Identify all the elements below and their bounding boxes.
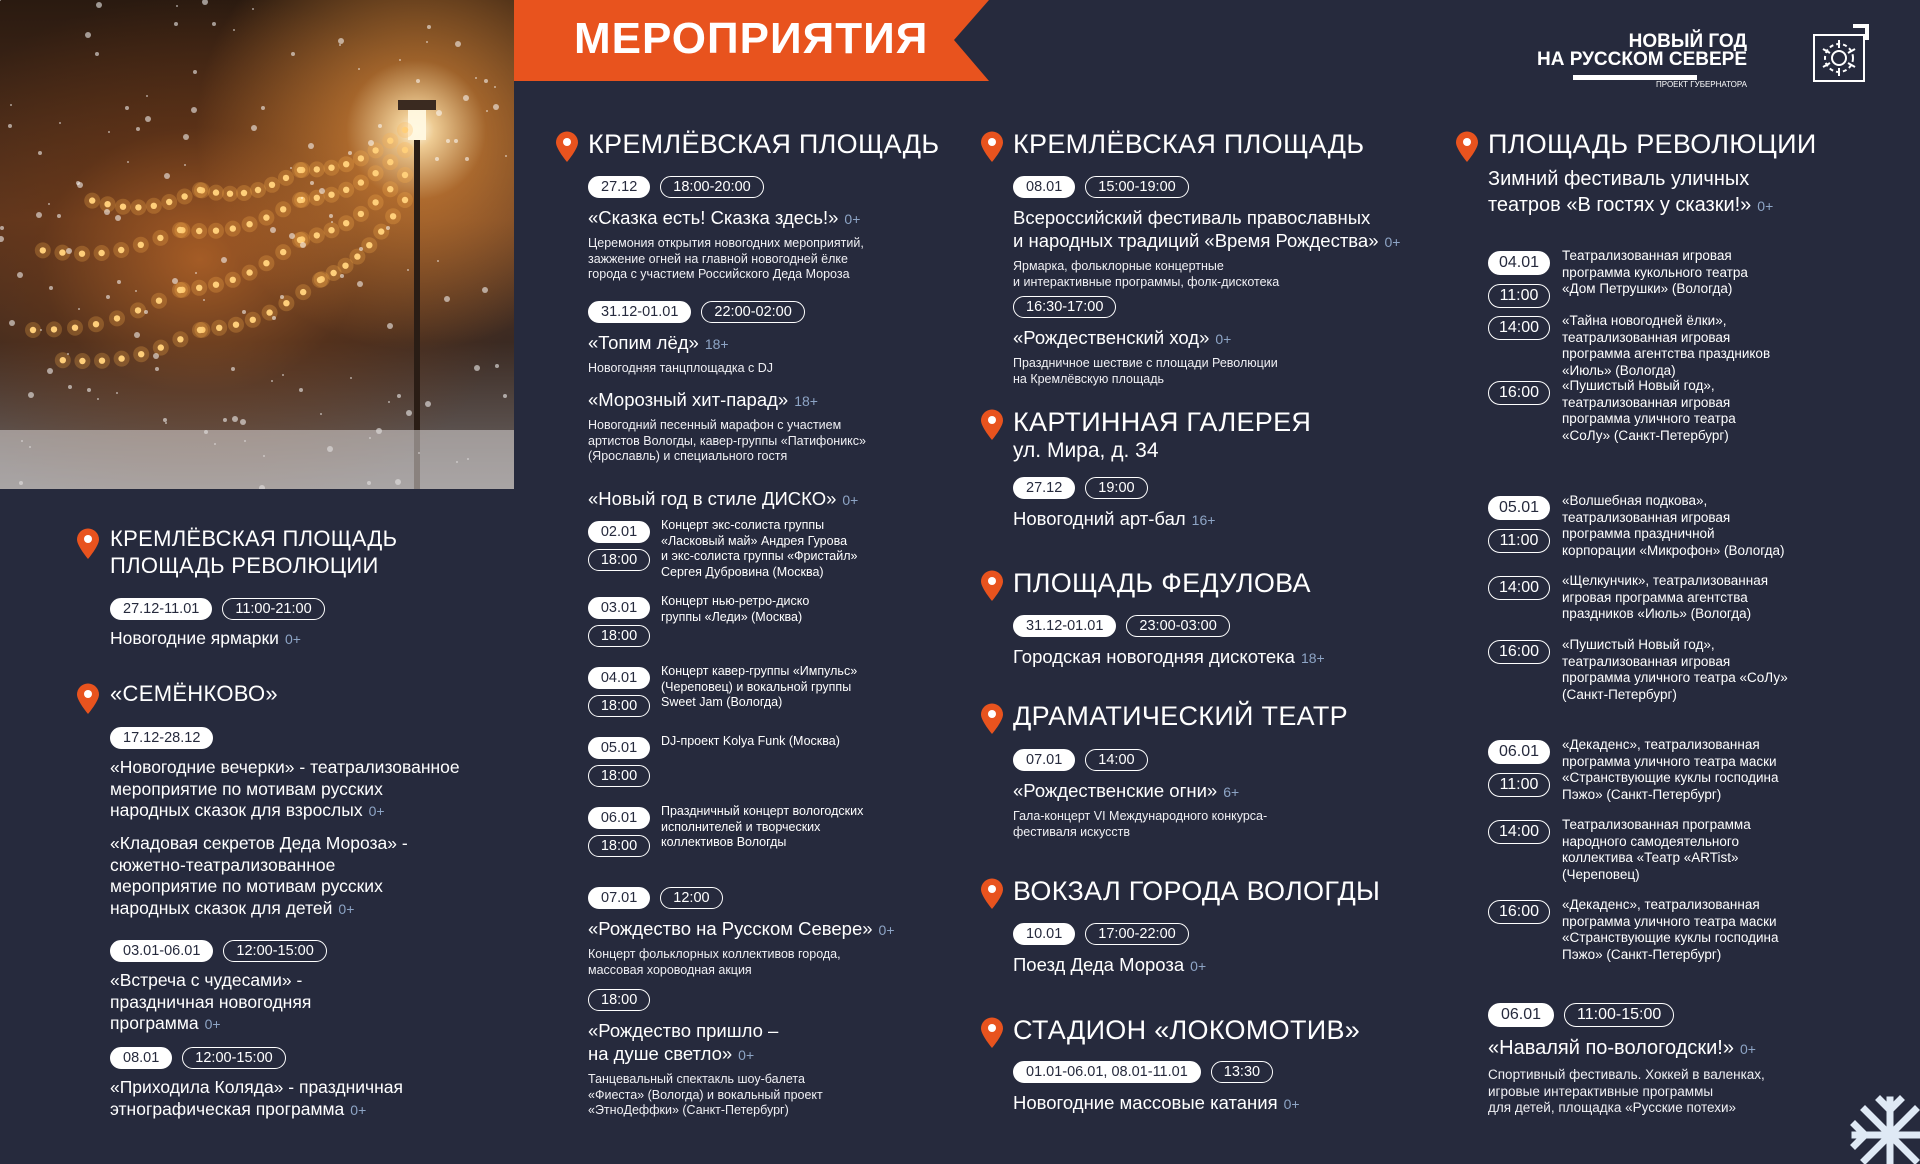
event-title [1013, 1091, 1433, 1116]
event-item [588, 487, 1008, 512]
venue-name: ДРАМАТИЧЕСКИЙ ТЕАТР [1013, 701, 1348, 731]
schedule-description: «Пушистый Новый год», театрализованная игровая программа уличного театра «СоЛу» (Санкт-Петербург) [1562, 378, 1736, 443]
event-datetime [1013, 296, 1433, 318]
event-datetime [588, 301, 1008, 323]
age-rating: 0+ [842, 492, 859, 508]
event-item [588, 887, 1008, 978]
event-datetime [1013, 615, 1433, 637]
date-badge: 08.01 [110, 1047, 172, 1069]
venue-heading [76, 525, 397, 579]
venue-name: «СЕМЁНКОВО» [110, 681, 278, 706]
age-rating: 0+ [1384, 234, 1401, 250]
event-title [1013, 645, 1433, 670]
venue-name: ВОКЗАЛ ГОРОДА ВОЛОГДЫ [1013, 876, 1381, 906]
map-pin-icon [980, 878, 1004, 915]
age-rating: 0+ [844, 211, 861, 227]
date-badge: 02.01 [588, 521, 650, 543]
event-name: «Рождество пришло – на душе светло» [588, 1020, 779, 1064]
logo-arrow-icon [1851, 20, 1873, 42]
date-badge: 07.01 [588, 887, 650, 909]
event-title [1488, 1035, 1908, 1062]
schedule-description: «Пушистый Новый год», театрализованная игровая программа уличного театра «СоЛу» (Санкт-Петербург) [1562, 637, 1788, 702]
date-badge: 05.01 [588, 737, 650, 759]
age-rating: 0+ [1757, 198, 1774, 214]
date-badge: 27.12-11.01 [110, 598, 212, 620]
event-item [110, 833, 530, 920]
event-name: «Кладовая секретов Деда Мороза» - сюжетно-театрализованное мероприятие по мотивам русских народных сказок для детей [110, 833, 408, 918]
event-item [110, 727, 530, 823]
time-badge: 18:00 [588, 765, 650, 787]
date-badge: 05.01 [1488, 496, 1550, 520]
schedule-description: «Декаденс», театрализованная программа уличного театра маски «Странствующие куклы господина Пэжо» (Санкт-Петербург) [1562, 897, 1779, 962]
time-badge: 16:00 [1488, 640, 1550, 664]
date-badge: 27.12 [588, 176, 650, 198]
event-name: Зимний фестиваль уличных театров «В гостях у сказки!» [1488, 168, 1752, 216]
time-badge: 11:00 [1488, 284, 1550, 308]
event-item [1013, 477, 1433, 532]
venue-heading [980, 128, 1364, 160]
date-badge: 04.01 [588, 667, 650, 689]
schedule-description: Театрализованная программа народного самодеятельного коллектива «Театр «ARTist» (Череповец) [1562, 817, 1751, 882]
map-pin-icon [980, 1017, 1004, 1054]
schedule-description: Праздничный концерт вологодских исполнителей и творческих коллективов Вологды [661, 804, 864, 849]
venue-heading [980, 875, 1380, 907]
event-title [1013, 206, 1433, 254]
date-badge: 06.01 [588, 807, 650, 829]
event-title [588, 206, 1008, 231]
schedule-description: DJ-проект Kolya Funk (Москва) [661, 734, 840, 748]
time-badge: 17:00-22:00 [1085, 923, 1188, 945]
date-badge: 03.01-06.01 [110, 940, 213, 962]
event-item [1013, 749, 1433, 840]
event-name: «Морозный хит-парад» [588, 389, 789, 410]
time-badge: 12:00-15:00 [182, 1047, 285, 1069]
age-rating: 0+ [350, 1101, 367, 1118]
map-pin-icon [76, 528, 100, 565]
venue-name: ПЛОЩАДЬ РЕВОЛЮЦИИ [1488, 129, 1817, 159]
time-badge: 14:00 [1085, 749, 1147, 771]
event-item [1013, 1061, 1433, 1116]
event-datetime [1488, 1003, 1908, 1027]
age-rating: 0+ [284, 631, 301, 647]
age-rating: 0+ [1215, 331, 1232, 347]
event-title [588, 1019, 1008, 1067]
time-badge: 15:00-19:00 [1085, 176, 1188, 198]
age-rating: 0+ [1283, 1096, 1300, 1112]
event-title [110, 757, 530, 823]
event-datetime [1013, 477, 1433, 499]
event-title [1013, 953, 1433, 978]
date-badge: 27.12 [1013, 477, 1075, 499]
age-rating: 16+ [1191, 512, 1216, 528]
schedule-description: «Декаденс», театрализованная программа уличного театра маски «Странствующие куклы господина Пэжо» (Санкт-Петербург) [1562, 737, 1779, 802]
event-item [588, 301, 1008, 377]
event-name: «Встреча с чудесами» - праздничная новогодняя программа [110, 970, 312, 1033]
event-item [588, 176, 1008, 283]
event-datetime [110, 598, 530, 620]
schedule-description: Концерт кавер-группы «Импульс» (Череповец) и вокальной группы Sweet Jam (Вологда) [661, 664, 858, 709]
event-item [1488, 166, 1908, 219]
event-description: Ярмарка, фольклорные концертные и интерактивные программы, фолк-дискотека [1013, 259, 1280, 289]
schedule-description: «Щелкунчик», театрализованная игровая программа агентства праздников «Июль» (Вологда) [1562, 573, 1769, 621]
event-item [1013, 923, 1433, 978]
venue-heading [980, 1014, 1360, 1046]
event-datetime [588, 176, 1008, 198]
time-badge: 11:00 [1488, 773, 1550, 797]
schedule-description: Концерт нью-ретро-диско группы «Леди» (Москва) [661, 594, 810, 624]
event-item [110, 598, 530, 651]
time-badge: 23:00-03:00 [1126, 615, 1229, 637]
age-rating: 6+ [1223, 784, 1240, 800]
event-description: Спортивный фестиваль. Хоккей в валенках, игровые интерактивные программы для детей, площадка «Русские потехи» [1488, 1067, 1765, 1115]
venue-name: КРЕМЛЁВСКАЯ ПЛОЩАДЬ [1013, 129, 1365, 159]
event-description: Праздничное шествие с площади Революции на Кремлёвскую площадь [1013, 356, 1278, 386]
event-item [110, 940, 530, 1036]
schedule-description: Театрализованная игровая программа кукольного театра «Дом Петрушки» (Вологда) [1562, 248, 1748, 296]
event-item [1013, 296, 1433, 387]
event-name: «Приходила Коляда» - праздничная этнографическая программа [110, 1077, 403, 1119]
event-name: «Новогодние вечерки» - театрализованное мероприятие по мотивам русских народных сказок для взрослых [110, 757, 460, 820]
event-title [1013, 507, 1433, 532]
time-badge: 18:00 [588, 549, 650, 571]
event-name: «Наваляй по-вологодски!» [1488, 1037, 1734, 1059]
age-rating: 18+ [1300, 650, 1325, 666]
event-name: Новогодние ярмарки [110, 628, 279, 648]
date-badge: 07.01 [1013, 749, 1075, 771]
map-pin-icon [1455, 131, 1479, 168]
time-badge: 16:30-17:00 [1013, 296, 1116, 318]
venue-address: ул. Мира, д. 34 [1013, 439, 1159, 462]
date-badge: 06.01 [1488, 740, 1550, 764]
venue-heading [76, 680, 278, 707]
map-pin-icon [76, 683, 100, 720]
time-badge: 16:00 [1488, 381, 1550, 405]
age-rating: 0+ [1190, 958, 1207, 974]
event-datetime [1013, 923, 1433, 945]
event-name: «Рождественские огни» [1013, 780, 1218, 801]
age-rating: 0+ [738, 1047, 755, 1063]
time-badge: 18:00 [588, 835, 650, 857]
venue-heading [980, 406, 1311, 464]
project-logo [1536, 20, 1873, 90]
time-badge: 11:00-15:00 [1564, 1003, 1674, 1027]
venue-name: КАРТИННАЯ ГАЛЕРЕЯ [1013, 407, 1312, 437]
event-name: «Новый год в стиле ДИСКО» [588, 488, 837, 509]
venue-name: СТАДИОН «ЛОКОМОТИВ» [1013, 1015, 1361, 1045]
time-badge: 22:00-02:00 [701, 301, 804, 323]
event-title [110, 1077, 530, 1121]
event-title [1013, 326, 1433, 351]
schedule-description: «Тайна новогодней ёлки», театрализованная игровая программа агентства праздников «Июль» (Вологда) [1562, 313, 1771, 378]
venue-heading [555, 128, 939, 160]
date-badge: 04.01 [1488, 251, 1550, 275]
event-name: Новогодние массовые катания [1013, 1092, 1278, 1113]
age-rating: 18+ [794, 393, 818, 409]
venue-heading [980, 700, 1348, 732]
event-name: Всероссийский фестиваль православных и народных традиций «Время Рождества» [1013, 207, 1379, 251]
venue-name: КРЕМЛЁВСКАЯ ПЛОЩАДЬ [588, 129, 940, 159]
event-title [110, 628, 530, 651]
time-badge: 12:00-15:00 [223, 940, 326, 962]
event-datetime [588, 989, 1008, 1011]
event-description: Новогодний песенный марафон с участием артистов Вологды, кавер-группы «Патифоникс» (Ярославль) и специального гостя [588, 418, 866, 463]
event-name: Поезд Деда Мороза [1013, 954, 1185, 975]
date-badge: 31.12-01.01 [1013, 615, 1116, 637]
time-badge: 13:30 [1211, 1061, 1273, 1083]
time-badge: 12:00 [660, 887, 722, 909]
event-name: «Сказка есть! Сказка здесь!» [588, 207, 839, 228]
map-pin-icon [980, 703, 1004, 740]
venue-heading [980, 567, 1311, 599]
page-title: МЕРОПРИЯТИЯ [574, 14, 929, 63]
event-title [1488, 166, 1908, 219]
event-title [588, 331, 1008, 356]
time-badge: 19:00 [1085, 477, 1147, 499]
date-badge: 01.01-06.01, 08.01-11.01 [1013, 1061, 1201, 1083]
logo-tagline: ПРОЕКТ ГУБЕРНАТОРА [1656, 80, 1747, 89]
map-pin-icon [980, 570, 1004, 607]
schedule-description: Концерт экс-солиста группы «Ласковый май» Андрея Гурова и экс-солиста группы «Фристайл» Сергея Дубровина (Москва) [661, 518, 858, 579]
logo-line-2: НА РУССКОМ СЕВЕРЕ [1536, 49, 1747, 70]
time-badge: 18:00 [588, 989, 650, 1011]
event-name: «Рождество на Русском Севере» [588, 918, 873, 939]
time-badge: 14:00 [1488, 820, 1550, 844]
event-item [588, 388, 1008, 465]
map-pin-icon [980, 131, 1004, 168]
logo-line-1: НОВЫЙ ГОД [1628, 31, 1747, 52]
time-badge: 11:00-21:00 [222, 598, 324, 620]
time-badge: 18:00-20:00 [660, 176, 763, 198]
date-badge: 31.12-01.01 [588, 301, 691, 323]
winter-street-photo [0, 0, 514, 489]
date-badge: 17.12-28.12 [110, 727, 213, 749]
time-badge: 14:00 [1488, 576, 1550, 600]
event-name: Новогодний арт-бал [1013, 508, 1186, 529]
time-badge: 18:00 [588, 695, 650, 717]
age-rating: 0+ [204, 1016, 221, 1032]
title-banner [514, 0, 989, 81]
event-title [110, 833, 530, 920]
age-rating: 0+ [338, 900, 355, 917]
event-item [1013, 176, 1433, 290]
event-title [588, 917, 1008, 942]
event-title [588, 388, 1008, 413]
time-badge: 14:00 [1488, 316, 1550, 340]
event-item [110, 1047, 530, 1121]
event-title [1013, 779, 1433, 804]
event-datetime [1013, 176, 1433, 198]
event-datetime [1013, 749, 1433, 771]
event-description: Танцевальный спектакль шоу-балета «Фиеста» (Вологда) и вокальный проект «ЭтноДеффки» (Санкт-Петербург) [588, 1072, 823, 1117]
event-description: Новогодняя танцплощадка с DJ [588, 361, 774, 375]
event-title [588, 487, 1008, 512]
date-badge: 10.01 [1013, 923, 1075, 945]
event-name: Городская новогодняя дискотека [1013, 646, 1295, 667]
venue-heading [1455, 128, 1817, 160]
time-badge: 18:00 [588, 625, 650, 647]
age-rating: 0+ [1739, 1041, 1756, 1057]
age-rating: 0+ [878, 922, 895, 938]
snowflake-icon [1830, 1080, 1920, 1164]
map-pin-icon [555, 131, 579, 168]
event-item [1013, 615, 1433, 670]
venue-name: КРЕМЛЁВСКАЯ ПЛОЩАДЬ ПЛОЩАДЬ РЕВОЛЮЦИИ [110, 526, 398, 578]
event-datetime [110, 1047, 530, 1069]
time-badge: 11:00 [1488, 529, 1550, 553]
event-description: Гала-концерт VI Международного конкурса- фестиваля искусств [1013, 809, 1268, 839]
event-title [110, 970, 530, 1036]
event-datetime [588, 887, 1008, 909]
event-description: Концерт фольклорных коллективов города, массовая хороводная акция [588, 947, 841, 977]
event-item [588, 989, 1008, 1119]
event-name: «Рождественский ход» [1013, 327, 1210, 348]
age-rating: 0+ [368, 803, 385, 819]
event-datetime [110, 727, 530, 749]
map-pin-icon [980, 409, 1004, 446]
event-datetime [1013, 1061, 1433, 1083]
venue-name: ПЛОЩАДЬ ФЕДУЛОВА [1013, 568, 1311, 598]
date-badge: 03.01 [588, 597, 650, 619]
time-badge: 16:00 [1488, 900, 1550, 924]
event-datetime [110, 940, 530, 962]
event-name: «Топим лёд» [588, 332, 699, 353]
date-badge: 06.01 [1488, 1003, 1554, 1027]
age-rating: 18+ [704, 336, 729, 352]
date-badge: 08.01 [1013, 176, 1075, 198]
event-description: Церемония открытия новогодних мероприятий, зажжение огней на главной новогодней ёлке города с участием Российского Деда Мороза [588, 236, 864, 281]
schedule-description: «Волшебная подкова», театрализованная игровая программа праздничной корпорации «Микрофон» (Вологда) [1562, 493, 1785, 558]
